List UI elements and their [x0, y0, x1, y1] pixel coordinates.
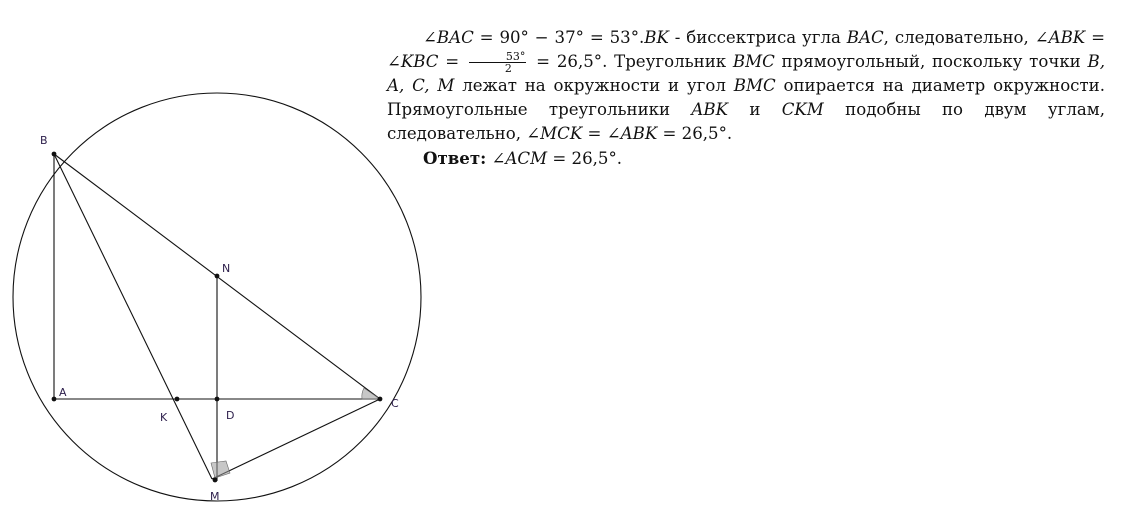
math-abk: ABK: [691, 100, 728, 119]
math-angle-mck: ∠MCK: [526, 124, 583, 143]
solution-paragraph: [387, 26, 1105, 146]
math-bmc-2: BMC: [733, 76, 776, 95]
point-d: [215, 397, 220, 402]
math-angle-acm: ∠ACM: [491, 149, 548, 168]
text-bisector: - биссектриса угла: [668, 28, 847, 47]
text-value-triangle: = 26,5°. Треугольник: [529, 52, 733, 71]
segment-bm: [54, 154, 212, 479]
text-diameter: на диаметр окружности. Прямоугольные треугольники: [387, 76, 1105, 119]
point-a: [52, 397, 57, 402]
label-d: D: [226, 409, 235, 422]
math-eq-c: =: [582, 124, 607, 143]
text-since-points: поскольку точки: [932, 52, 1088, 71]
label-c: C: [391, 397, 399, 410]
label-k: K: [160, 411, 168, 424]
math-value-result: = 26,5°.: [657, 124, 733, 143]
math-bac: BAC: [846, 28, 884, 47]
text-therefore-1: , следовательно,: [883, 28, 1029, 47]
label-m: M: [210, 490, 220, 503]
math-angle-bac: ∠BAC: [423, 28, 474, 47]
math-eq-53: = 90° − 37° = 53°.: [473, 28, 645, 47]
text-lie-on-circle: лежат на окружности и угол: [454, 76, 734, 95]
answer-value: = 26,5°.: [547, 149, 623, 168]
fraction-53-over-2: [469, 51, 527, 74]
point-m: [213, 478, 218, 483]
point-n: [215, 274, 220, 279]
math-eq-a: =: [1085, 28, 1105, 47]
answer-line: [387, 146, 1105, 171]
label-n: N: [222, 262, 231, 275]
label-a: A: [59, 386, 67, 399]
math-bmc-1: BMC: [732, 52, 775, 71]
math-ckm: CKM: [781, 100, 824, 119]
math-points-list: B, A, C, M: [387, 52, 1105, 95]
text-right-triangle: прямоугольный,: [774, 52, 926, 71]
segment-mc: [212, 399, 380, 479]
fraction-numerator: 53°: [469, 51, 527, 63]
geometry-figure: [0, 0, 399, 508]
angle-mark-c: [362, 388, 380, 399]
text-and: и: [728, 100, 782, 119]
math-eq-b: =: [438, 52, 466, 71]
solution-text: [387, 26, 1105, 171]
fraction-denominator: 2: [504, 62, 512, 75]
math-angle-kbc: ∠KBC: [387, 52, 439, 71]
label-b: B: [40, 134, 48, 147]
math-angle-abk: ∠ABK: [1034, 28, 1086, 47]
math-bk: BK: [644, 28, 669, 47]
answer-label: Ответ:: [423, 148, 487, 168]
point-c: [378, 397, 383, 402]
point-b: [52, 152, 57, 157]
text-subtends: опирается: [775, 76, 875, 95]
math-angle-abk-2: ∠ABK: [606, 124, 658, 143]
point-k: [175, 397, 180, 402]
text-similar: подобны по двум углам, следовательно,: [387, 100, 1105, 143]
right-angle-mark-m: [211, 461, 230, 478]
